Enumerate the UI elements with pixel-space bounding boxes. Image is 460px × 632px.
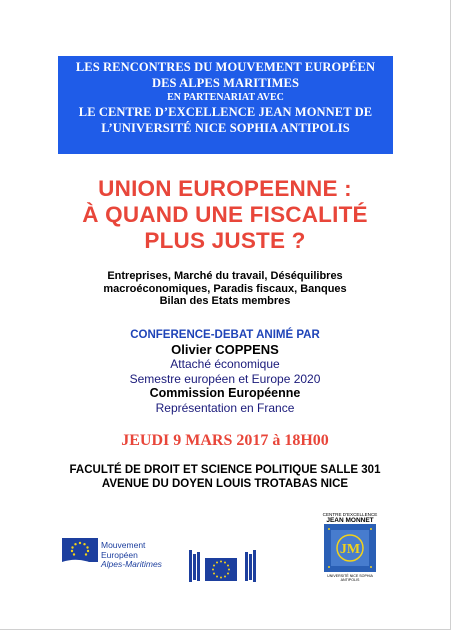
- header-line-1: LES RENCONTRES DU MOUVEMENT EUROPÉEN: [75, 60, 376, 74]
- jean-monnet-logo: [321, 512, 379, 588]
- venue-line-2: AVENUE DU DOYEN LOUIS TROTABAS NICE: [101, 478, 349, 490]
- european-commission-logo: [187, 546, 257, 586]
- eu-flag-icon: [62, 538, 98, 566]
- european-commission-icon: [187, 546, 257, 586]
- header-line-3: EN PARTENARIAT AVEC: [167, 92, 284, 103]
- conference-info: [60, 328, 390, 415]
- mouvement-line-2: Européen: [101, 549, 138, 560]
- speaker-name: Olivier COPPENS: [171, 341, 279, 357]
- header-line-2: DES ALPES MARITIMES: [151, 76, 300, 90]
- organization-sub: Représentation en France: [155, 400, 295, 415]
- topics-line-2: macroéconomiques, Paradis fiscaux, Banques: [103, 282, 347, 295]
- mouvement-europeen-logo: [62, 538, 182, 578]
- conference-intro: CONFERENCE-DEBAT ANIMÉ PAR: [130, 329, 320, 341]
- title-line-1: UNION EUROPEENNE :: [98, 176, 352, 201]
- mouvement-line-1: Mouvement: [101, 540, 146, 550]
- venue-line-1: FACULTÉ DE DROIT ET SCIENCE POLITIQUE SALLE 301: [69, 464, 381, 476]
- header-line-5: L’UNIVERSITÉ NICE SOPHIA ANTIPOLIS: [101, 121, 350, 135]
- jm-line-2: JEAN MONNET: [326, 516, 374, 524]
- header-line-4: LE CENTRE D’EXCELLENCE JEAN MONNET DE: [78, 105, 373, 119]
- header-banner: [58, 56, 393, 154]
- title-line-3: PLUS JUSTE ?: [144, 228, 306, 253]
- topics-line-3: Bilan des Etats membres: [159, 295, 291, 307]
- jm-mark: JM: [339, 542, 361, 557]
- speaker-organization: Commission Européenne: [149, 386, 301, 400]
- mouvement-line-3: Alpes-Maritimes: [101, 559, 162, 569]
- jm-line-3: UNIVERSITÉ NICE SOPHIA ANTIPOLIS: [327, 574, 373, 582]
- topics-line-1: Entreprises, Marché du travail, Déséquilibres: [107, 270, 343, 282]
- event-date: JEUDI 9 MARS 2017 à 18H00: [121, 432, 329, 449]
- topics: [60, 270, 390, 308]
- venue: [40, 463, 410, 491]
- title-line-2: À QUAND UNE FISCALITÉ: [82, 202, 368, 227]
- jean-monnet-emblem-icon: [321, 523, 379, 573]
- event-title: [60, 176, 390, 254]
- jm-line-1: CENTRE D'EXCELLENCE: [322, 512, 378, 517]
- speaker-role-1: Attaché économique: [170, 357, 280, 371]
- speaker-role-2: Semestre européen et Europe 2020: [129, 371, 321, 386]
